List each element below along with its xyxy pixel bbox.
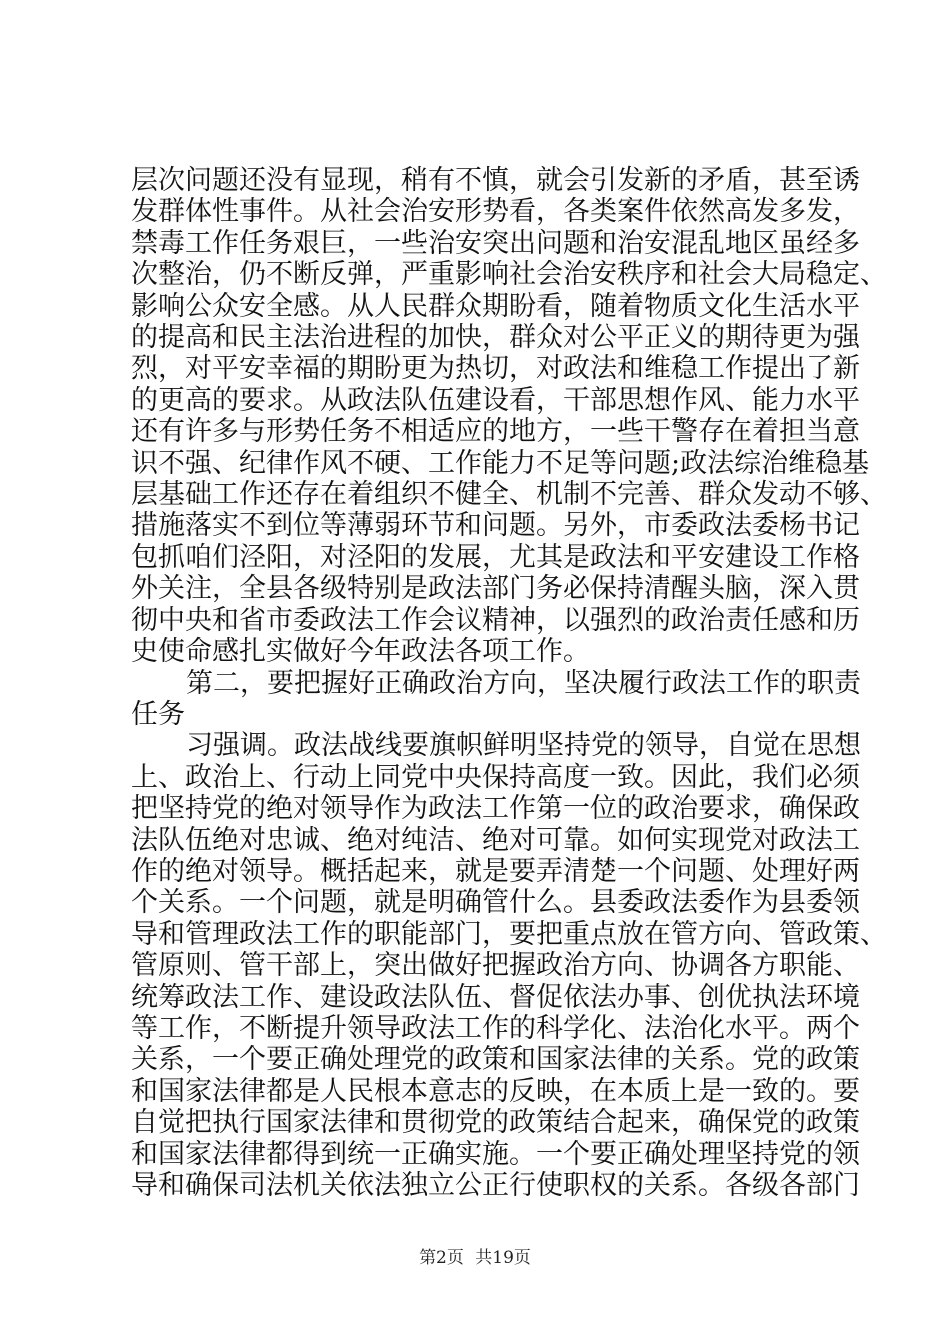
body-line: 习强调。政法战线要旗帜鲜明坚持党的领导，自觉在思想 xyxy=(186,730,861,761)
body-line: 把坚持党的绝对领导作为政法工作第一位的政治要求，确保政 xyxy=(131,793,860,824)
body-line: 层次问题还没有显现，稍有不慎，就会引发新的矛盾，甚至诱 xyxy=(131,165,860,196)
body-line: 个关系。一个问题，就是明确管什么。县委政法委作为县委领 xyxy=(131,887,860,918)
page-number: 第2页 xyxy=(419,1248,464,1268)
body-line: 识不强、纪律作风不硬、工作能力不足等问题;政法综治维稳基 xyxy=(131,448,870,479)
body-line: 发群体性事件。从社会治安形势看，各类案件依然高发多发， xyxy=(131,196,860,227)
body-line: 导和确保司法机关依法独立公正行使职权的关系。各级各部门 xyxy=(131,1170,860,1201)
body-line: 的更高的要求。从政法队伍建设看，干部思想作风、能力水平 xyxy=(131,385,860,416)
body-line: 上、政治上、行动上同党中央保持高度一致。因此，我们必须 xyxy=(131,762,860,793)
body-line: 还有许多与形势任务不相适应的地方，一些干警存在着担当意 xyxy=(131,416,860,447)
body-line: 禁毒工作任务艰巨，一些治安突出问题和治安混乱地区虽经多 xyxy=(131,228,860,259)
body-line: 和国家法律都是人民根本意志的反映，在本质上是一致的。要 xyxy=(131,1076,860,1107)
body-line: 包抓咱们泾阳，对泾阳的发展，尤其是政法和平安建设工作格 xyxy=(131,542,860,573)
body-line: 法队伍绝对忠诚、绝对纯洁、绝对可靠。如何实现党对政法工 xyxy=(131,825,860,856)
body-line: 层基础工作还存在着组织不健全、机制不完善、群众发动不够、 xyxy=(131,479,887,510)
body-line: 烈，对平安幸福的期盼更为热切，对政法和维稳工作提出了新 xyxy=(131,353,860,384)
body-line: 导和管理政法工作的职能部门，要把重点放在管方向、管政策、 xyxy=(131,919,887,950)
body-line: 统筹政法工作、建设政法队伍、督促依法办事、创优执法环境 xyxy=(131,982,860,1013)
section-heading: 第二，要把握好正确政治方向，坚决履行政法工作的职责 xyxy=(186,668,861,699)
body-line: 史使命感扎实做好今年政法各项工作。 xyxy=(131,636,590,667)
total-pages: 共19页 xyxy=(475,1248,531,1268)
body-line: 关系，一个要正确处理党的政策和国家法律的关系。党的政策 xyxy=(131,1044,860,1075)
body-line: 次整治，仍不断反弹，严重影响社会治安秩序和社会大局稳定、 xyxy=(131,259,887,290)
body-line: 外关注，全县各级特别是政法部门务必保持清醒头脑，深入贯 xyxy=(131,573,860,604)
section-heading-continuation: 任务 xyxy=(131,699,185,730)
page-footer xyxy=(0,1243,950,1268)
body-line: 措施落实不到位等薄弱环节和问题。另外，市委政法委杨书记 xyxy=(131,510,860,541)
body-line: 自觉把执行国家法律和贯彻党的政策结合起来，确保党的政策 xyxy=(131,1107,860,1138)
body-line: 作的绝对领导。概括起来，就是要弄清楚一个问题、处理好两 xyxy=(131,856,860,887)
body-line: 和国家法律都得到统一正确实施。一个要正确处理坚持党的领 xyxy=(131,1139,860,1170)
body-line: 管原则、管干部上，突出做好把握政治方向、协调各方职能、 xyxy=(131,950,860,981)
body-line: 彻中央和省市委政法工作会议精神，以强烈的政治责任感和历 xyxy=(131,605,860,636)
body-line: 影响公众安全感。从人民群众期盼看，随着物质文化生活水平 xyxy=(131,291,860,322)
body-line: 等工作，不断提升领导政法工作的科学化、法治化水平。两个 xyxy=(131,1013,860,1044)
body-line: 的提高和民主法治进程的加快，群众对公平正义的期待更为强 xyxy=(131,322,860,353)
